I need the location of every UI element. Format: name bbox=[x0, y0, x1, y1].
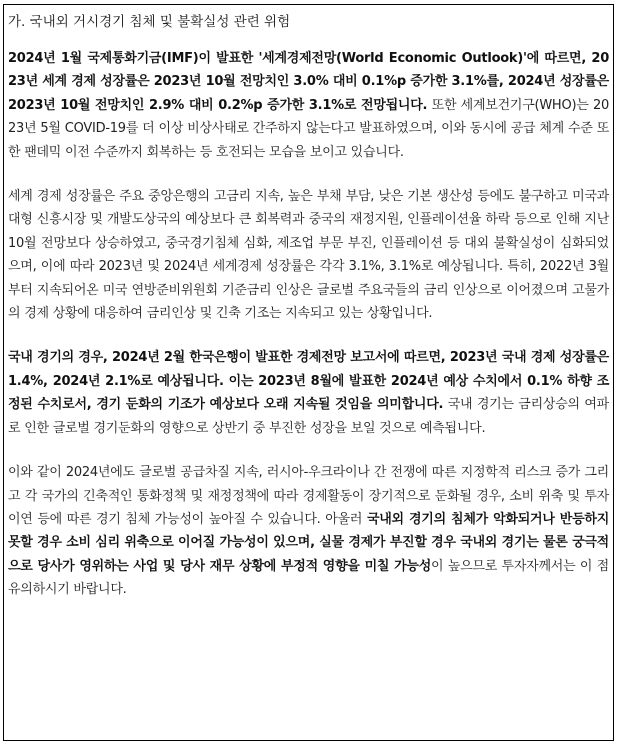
paragraph-3-bold-text: 국내 경기의 경우, 2024년 2월 한국은행이 발표한 경제전망 보고서에 따르면, 2023년 국내 경제 성장률은 1.4%, 2024년 2.1%로 예상됩니다. 이는 2023년 8월에 발표한 2024년 예상 수치에서 0.1% 하향 조정된 수치로서, 경기 둔화의 기조가 예상보다 오래 지속될 것임을 의미합니다. bbox=[8, 350, 609, 413]
paragraph-3-normal-text: 국내 경기는 금리상승의 여파로 인한 글로벌 경기둔화의 영향으로 상반기 중 부진한 성장을 보일 것으로 예측됩니다. bbox=[8, 397, 609, 436]
paragraph-risk-warning bbox=[8, 461, 609, 601]
paragraph-2-normal-text: 세계 경제 성장률은 주요 중앙은행의 고금리 지속, 높은 부채 부담, 낮은 기본 생산성 등에도 불구하고 미국과 대형 신흥시장 및 개발도상국의 예상보다 큰 회복력과 중국의 재정지원, 인플레이션율 하락 등으로 인해 지난 10월 전망보다 상승하였고, 중국경기침체 심화, 제조업 부문 부진, 인플레이션 등 대외 불확실성이 심화되었으며, 이에 따라 2023년 및 2024년 세계경제 성장률은 각각 3.1%, 3.1%로 예상됩니다. 특히, 2022년 3월부터 지속되어온 미국 연방준비위원회 기준금리 인상은 글로벌 주요국들의 금리 인상으로 이어졌으며 고물가의 경제 상황에 대응하여 금리인상 및 긴축 기조는 지속되고 있는 상황입니다. bbox=[8, 189, 609, 322]
paragraph-4-bold-text: 국내외 경기의 침체가 악화되거나 반등하지 못할 경우 소비 심리 위축으로 이어질 가능성이 있으며, 실물 경제가 부진할 경우 국내외 경기는 물론 궁극적으로 당사가 영위하는 사업 및 당사 재무 상황에 부정적 영향을 미칠 가능성 bbox=[8, 511, 609, 574]
paragraph-1-normal-text: 또한 세계보건기구(WHO)는 2023년 5월 COVID-19를 더 이상 비상사태로 간주하지 않는다고 발표하였으며, 이와 동시에 공급 체계 수준 또한 팬데믹 이전 수준까지 회복하는 등 호전되는 모습을 보이고 있습니다. bbox=[8, 97, 610, 160]
document-frame bbox=[3, 4, 614, 741]
paragraph-domestic-economy bbox=[8, 346, 609, 440]
paragraph-4-closing-text: 이 높으므로 투자자께서는 이 점 유의하시기 바랍니다. bbox=[8, 558, 609, 598]
paragraph-1-bold-text: 2024년 1월 국제통화기금(IMF)이 발표한 '세계경제전망(World Economic Outlook)'에 따르면, 2023년 세계 경제 성장률은 2023년 10월 전망치인 3.0% 대비 0.1%p 증가한 3.1%를, 2024년 성장률은 2023년 10월 전망치인 2.9% 대비 0.2%p 증가한 3.1%로 전망됩니다. bbox=[8, 51, 609, 113]
paragraph-imf-outlook bbox=[8, 47, 609, 164]
section-title: 가. 국내외 거시경기 침체 및 불확실성 관련 위험 bbox=[8, 14, 291, 30]
paragraph-4-normal-text: 이와 같이 2024년에도 글로벌 공급차질 지속, 러시아-우크라이나 간 전쟁에 따른 지정학적 리스크 증가 그리고 각 국가의 긴축적인 통화정책 및 재정정책에 따라 경제활동이 장기적으로 둔화될 경우, 소비 위축 및 투자 이연 등에 따른 경기 침체 가능성이 높아질 수 있습니다. 아울러 bbox=[8, 465, 609, 527]
paragraph-global-growth bbox=[8, 185, 609, 325]
